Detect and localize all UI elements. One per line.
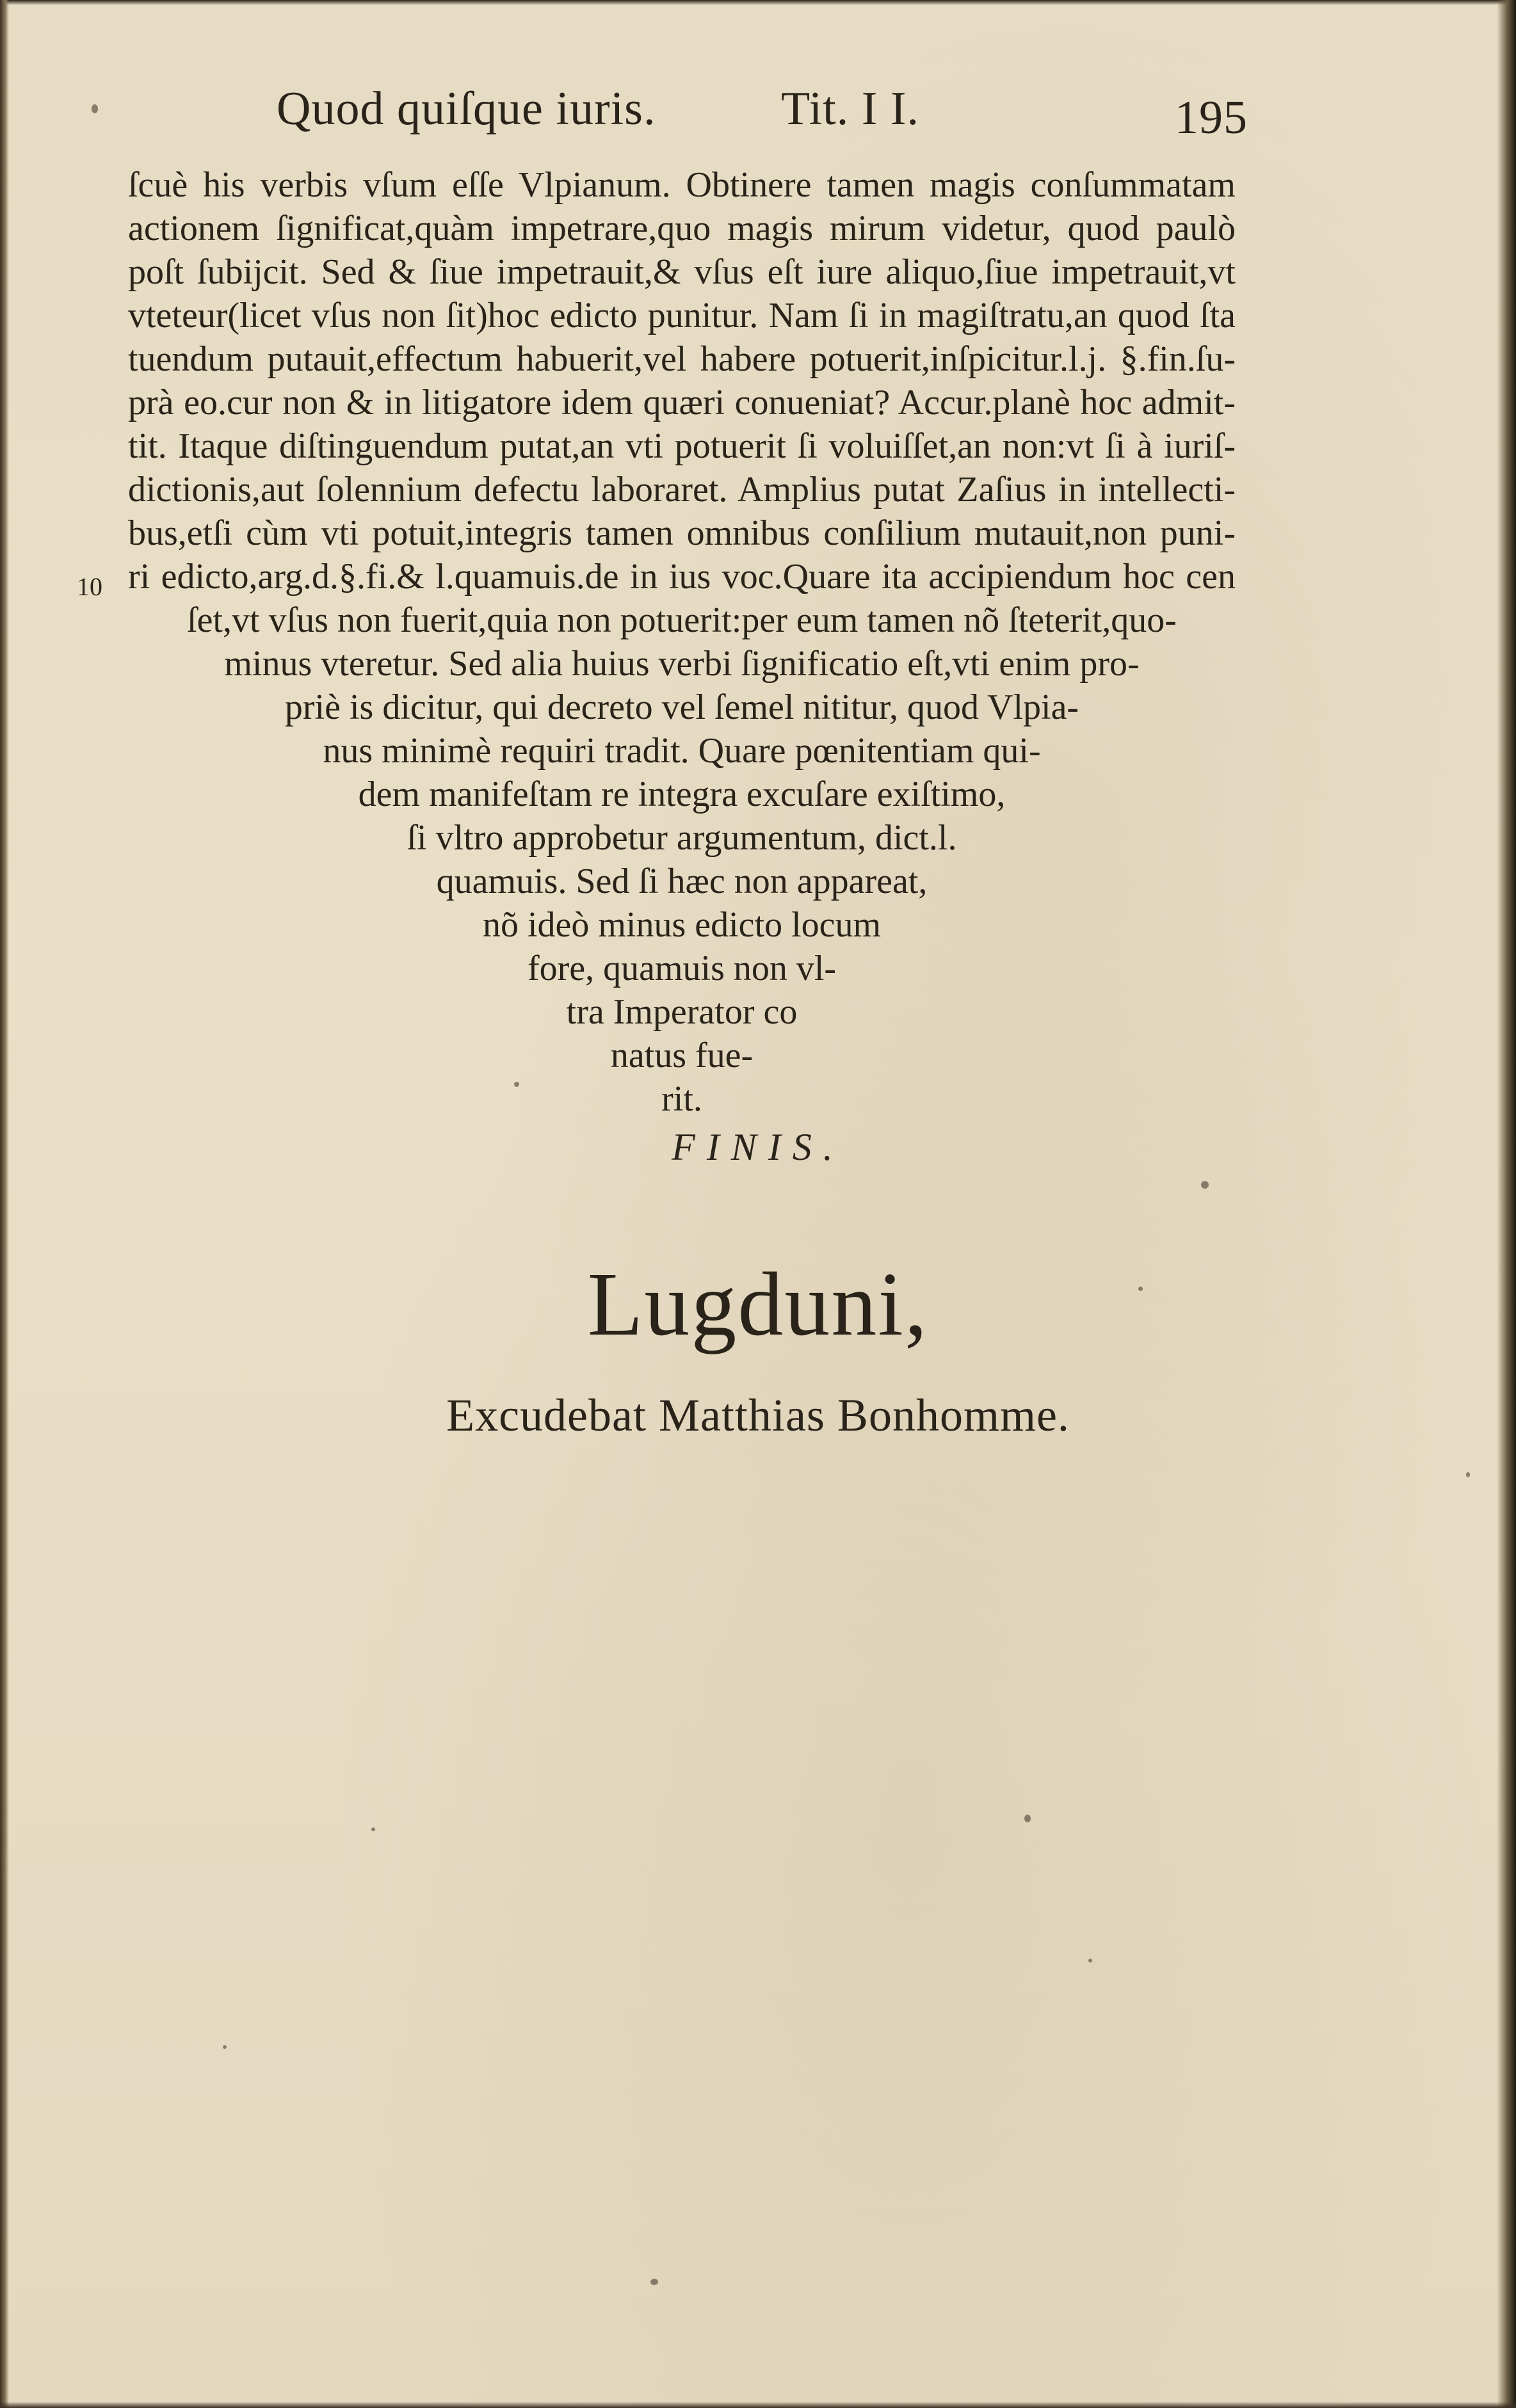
ink-speck — [650, 2279, 658, 2285]
text-line: prà eo.cur non & in litigatore idem quæri conueniat? Accur.planè hoc admit- — [128, 383, 1236, 422]
text-line: tit. Itaque diſtinguendum putat,an vti potuerit ſi voluiſſet,an non:vt ſi à iuriſ- — [128, 426, 1236, 466]
marginal-line-number: 10 — [77, 572, 102, 601]
colophon-city: Lugduni, — [587, 1253, 929, 1354]
ink-speck — [1138, 1287, 1143, 1291]
text-line: dictionis,aut ſolennium defectu laboraret. Amplius putat Zaſius in intellecti- — [128, 470, 1236, 510]
ink-speck — [223, 2045, 227, 2049]
running-head-section: Tit. I I. — [781, 83, 920, 135]
text-line: vteteur(licet vſus non ſit)hoc edicto punitur. Nam ſi in magiſtratu,an quod ſta — [128, 296, 1236, 335]
text-line: ri edicto,arg.d.§.fi.& l.quamuis.de in ius voc.Quare ita accipiendum hoc cen — [128, 557, 1236, 597]
text-line: bus,etſi cùm vti potuit,integris tamen omnibus conſilium mutauit,non puni- — [128, 513, 1236, 553]
text-line: ſi vltro approbetur argumentum, dict.l. — [407, 818, 957, 858]
text-line: natus fue- — [610, 1036, 754, 1075]
text-line: ſet,vt vſus non fuerit,quia non potuerit:per eum tamen nõ ſteterit,quo- — [187, 600, 1177, 640]
running-head-title: Quod quiſque iuris. — [277, 83, 656, 135]
page-edge-right — [1497, 0, 1516, 2408]
ink-speck — [92, 104, 98, 113]
page-edge-left — [0, 0, 9, 2408]
text-line: rit. — [661, 1079, 702, 1119]
text-line: fore, quamuis non vl- — [527, 949, 837, 988]
text-line: minus vteretur. Sed alia huius verbi ſignificatio eſt,vti enim pro- — [224, 644, 1140, 684]
page-number: 195 — [1175, 92, 1248, 144]
colophon-printer: Excudebat Matthias Bonhomme. — [446, 1390, 1070, 1441]
running-head — [128, 82, 1356, 152]
text-line: quamuis. Sed ſi hæc non appareat, — [436, 862, 928, 901]
text-line: nõ ideò minus edicto locum — [482, 905, 882, 945]
text-line: priè is dicitur, qui decreto vel ſemel nititur, quod Vlpia- — [284, 687, 1079, 727]
ink-speck — [514, 1082, 519, 1087]
text-line: actionem ſignificat,quàm impetrare,quo magis mirum videtur, quod paulò — [128, 209, 1236, 248]
finis: FINIS. — [672, 1126, 844, 1168]
ink-speck — [371, 1827, 375, 1831]
text-line: dem manifeſtam re integra excuſare exiſtimo, — [358, 775, 1006, 814]
ink-speck — [1024, 1815, 1031, 1822]
ink-speck — [1466, 1472, 1470, 1477]
page-edge-bottom — [0, 2402, 1516, 2408]
text-line: tra Imperator co — [566, 992, 798, 1032]
page-edge-top — [0, 0, 1516, 5]
text-line: ſcuè his verbis vſum eſſe Vlpianum. Obtinere tamen magis conſummatam — [128, 165, 1236, 205]
text-line: nus minimè requiri tradit. Quare pœnitentiam qui- — [323, 731, 1041, 771]
ink-speck — [1088, 1959, 1092, 1963]
ink-speck — [1201, 1181, 1209, 1189]
text-line: tuendum putauit,effectum habuerit,vel habere potuerit,inſpicitur.l.j. §.fin.ſu- — [128, 339, 1236, 379]
text-line: poſt ſubijcit. Sed & ſiue impetrauit,& vſus eſt iure aliquo,ſiue impetrauit,vt — [128, 252, 1236, 292]
